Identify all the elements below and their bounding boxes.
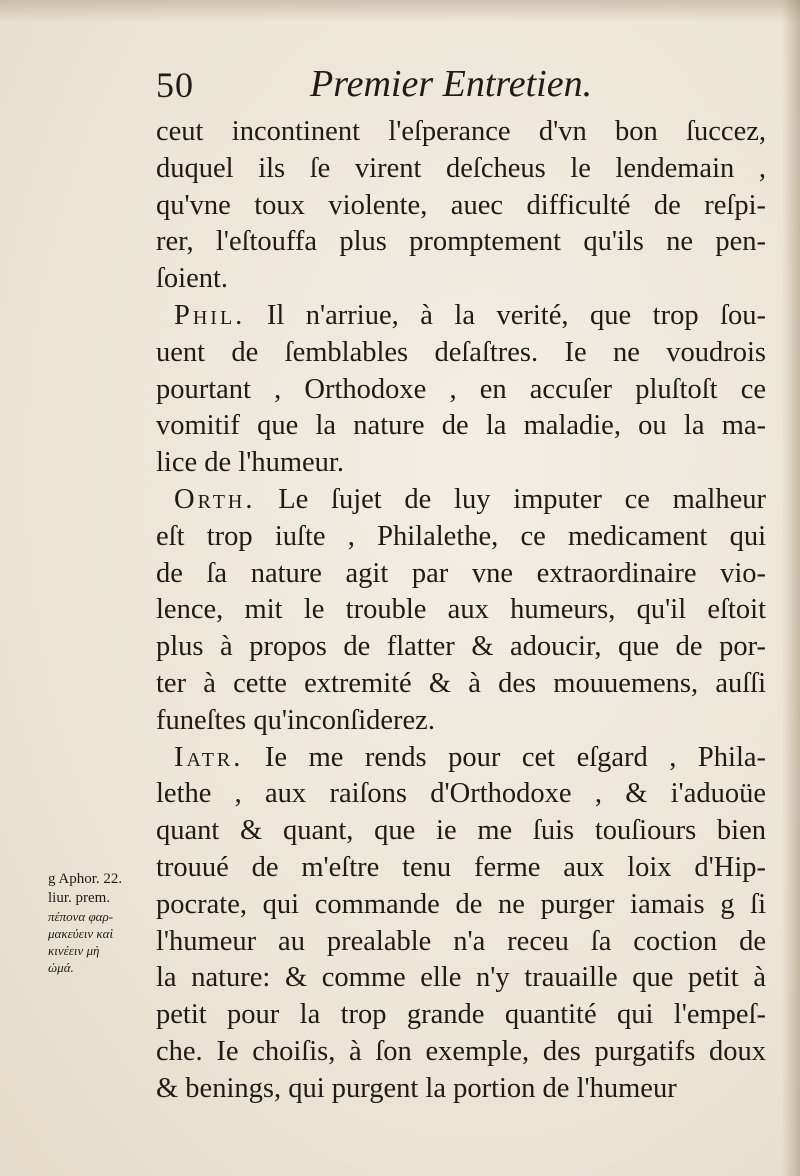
- page-top-shadow: [0, 0, 800, 22]
- text-line: qu'vne toux violente, auec difficulté de reſpi-: [156, 189, 766, 221]
- text-line: trouué de m'eſtre tenu ferme aux loix d'Hip-: [156, 851, 766, 883]
- text-line: duquel ils ſe virent deſcheus le lendemain ,: [156, 152, 766, 184]
- text-line: pourtant , Orthodoxe , en accuſer pluſtoſt ce: [156, 373, 766, 405]
- text-line: de ſa nature agit par vne extraordinaire vio-: [156, 557, 766, 589]
- margin-greek-quote: μακεύειν καὶ: [48, 926, 114, 941]
- text-line: & benings, qui purgent la portion de l'humeur: [156, 1072, 677, 1104]
- text-line: ceut incontinent l'eſperance d'vn bon ſuccez,: [156, 116, 766, 147]
- text-line: plus à propos de flatter & adoucir, que de por-: [156, 631, 766, 663]
- line-text: Ie me rends pour cet eſgard , Phila-: [264, 741, 766, 773]
- text-line: funeſtes qu'inconſiderez.: [156, 704, 435, 736]
- page-header: [156, 62, 756, 112]
- margin-reference: g Aphor. 22.: [48, 871, 123, 887]
- speaker-label: Iatr.: [174, 741, 244, 773]
- text-line: ſoient.: [156, 263, 229, 295]
- text-line: eſt trop iuſte , Philalethe, ce medicament qui: [156, 520, 766, 552]
- margin-greek-quote: πέπονα φαρ-: [48, 909, 114, 924]
- body-text: [156, 114, 766, 1108]
- page-number: 50: [156, 65, 194, 105]
- text-line: quant & quant, que ie me ſuis touſiours bien: [156, 815, 766, 847]
- margin-reference: liur. prem.: [48, 890, 111, 906]
- margin-greek-quote: ὠμά.: [48, 960, 74, 975]
- line-text: Le ſujet de luy imputer ce malheur: [278, 483, 766, 515]
- margin-greek-quote: κινέειν μὴ: [48, 943, 100, 958]
- marginal-note: [48, 870, 152, 976]
- running-title: Premier Entretien.: [310, 63, 593, 105]
- text-line: [156, 482, 766, 519]
- text-line: l'humeur au prealable n'a receu ſa coction de: [156, 925, 766, 957]
- text-line: lice de l'humeur.: [156, 447, 344, 479]
- line-text: Il n'arriue, à la verité, que trop ſou-: [266, 299, 766, 331]
- text-line: lence, mit le trouble aux humeurs, qu'il eſtoit: [156, 594, 766, 626]
- speaker-label: Phil.: [174, 299, 246, 331]
- text-line: [156, 298, 766, 335]
- text-line: vomitif que la nature de la maladie, ou la ma-: [156, 410, 766, 442]
- text-line: rer, l'eſtouffa plus promptement qu'ils ne pen-: [156, 226, 766, 258]
- text-line: petit pour la trop grande quantité qui l'empeſ-: [156, 999, 766, 1031]
- text-line: [156, 740, 766, 777]
- text-line: uent de ſemblables deſaſtres. Ie ne voudrois: [156, 336, 766, 368]
- text-line: pocrate, qui commande de ne purger iamais g ſi: [156, 888, 766, 920]
- text-line: lethe , aux raiſons d'Orthodoxe , & i'aduoüe: [156, 778, 766, 810]
- text-line: che. Ie choiſis, à ſon exemple, des purgatifs doux: [156, 1035, 766, 1067]
- page-gutter-shadow: [782, 0, 800, 1176]
- speaker-label: Orth.: [174, 483, 256, 515]
- text-line: la nature: & comme elle n'y trauaille que petit à: [156, 962, 766, 994]
- text-line: ter à cette extremité & à des mouuemens, auſſi: [156, 667, 766, 699]
